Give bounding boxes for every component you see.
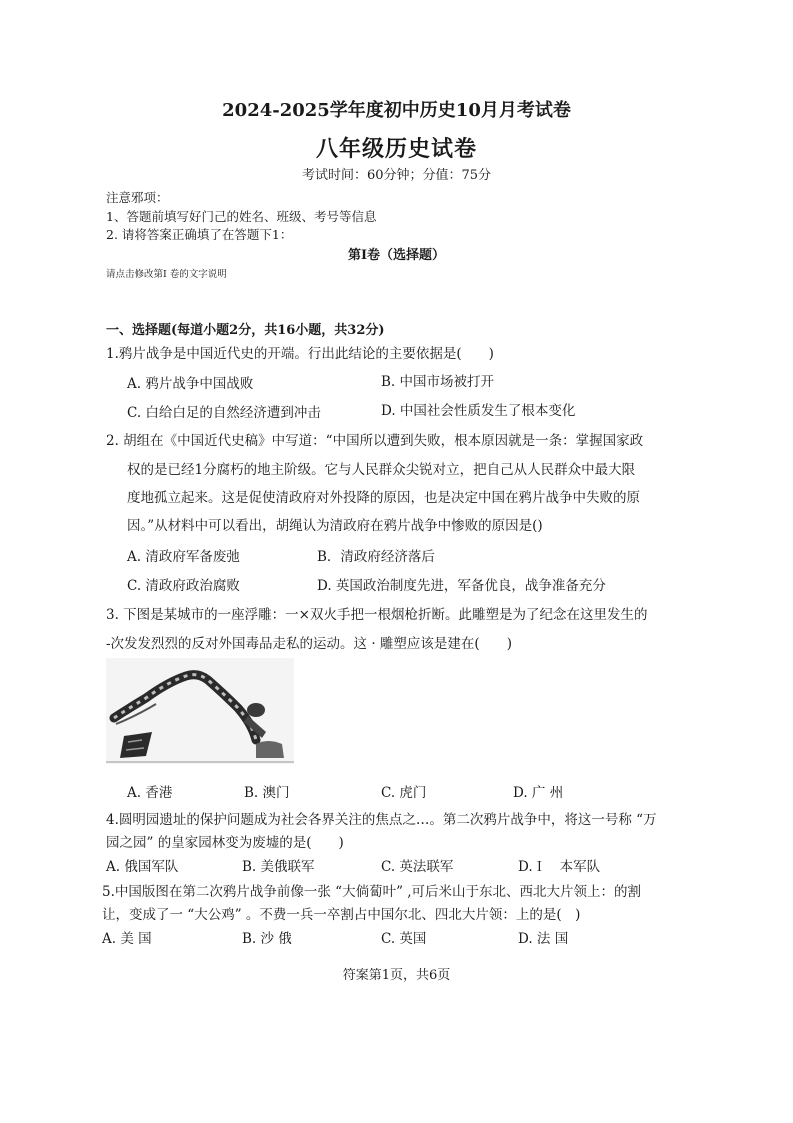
q5-option-d: D. 法 国 (518, 931, 569, 947)
q2-stem-line-4: 因。”从材料中可以看出，胡绳认为清政府在鸦片战争中惨败的原因是() (127, 518, 543, 534)
q5-stem-line-2: 让，变成了一 “大公鸡” 。不费一兵一卒割占中国尔北、四北大片领：上的是( ) (102, 907, 581, 923)
page-footer: 符案第1页，共6页 (342, 968, 451, 983)
q3-option-d: D. 广 州 (513, 785, 564, 801)
q4-option-b: B. 美俄联军 (242, 859, 315, 875)
q3-stem-line-1: 3. 下图是某城市的一座浮雕：一×双火手把一根烟枪折断。此雕塑是为了纪念在这里发生的 (106, 607, 648, 623)
q4-option-d: D.Ｉ 本军队 (518, 859, 601, 875)
q2-option-a: A. 清政府军备废弛 (127, 549, 240, 565)
part1-note: 请点击修改第I 卷的文字说明 (106, 269, 227, 280)
exam-subtitle: 八年级历史试卷 (315, 136, 477, 162)
exam-info: 考试时间：60分钟；分值：75分 (301, 168, 492, 183)
q4-stem-line-2: 园之园” 的皇家园林变为废墟的是( ) (106, 835, 344, 851)
q2-stem-line-3: 度地孤立起来。这是促使清政府对外投降的原因，也是决定中国在鸦片战争中失败的原 (127, 490, 640, 506)
notes-line-1: 1、答题前填写好门己的姓名、班级、考号等信息 (106, 209, 377, 224)
q2-option-d: D. 英国政治制度先进，军备优良，战争准备充分 (317, 578, 606, 594)
q5-option-a: A. 美 国 (102, 931, 152, 947)
notes-line-2: 2. 请将答案正确填了在答题下1： (106, 227, 293, 242)
q1-option-b: B. 中国市场被打开 (381, 374, 495, 390)
q3-option-c: C. 虎门 (381, 785, 427, 801)
q3-stem-line-2: -次发发烈烈的反对外国毒品走私的运动。这 · 雕塑应该是建在( ) (106, 636, 512, 652)
q4-option-a: A. 俄国军队 (106, 859, 179, 875)
q4-option-c: C. 英法联军 (381, 859, 454, 875)
notes-heading: 注意邪项： (106, 190, 169, 205)
q3-option-a: A. 香港 (127, 785, 173, 801)
q2-stem-line-1: 2. 胡组在《中国近代史稿》中写道：“中国所以遭到失败，根本原因就是一条：掌握国家政 (106, 433, 644, 449)
q2-option-c: C. 清政府政治腐败 (127, 578, 240, 594)
q5-option-b: B. 沙 俄 (242, 931, 292, 947)
q4-stem-line-1: 4.圆明园遗址的保护问题成为社会各界关注的焦点之…。第二次鸦片战争中，将这一号称 “万 (106, 812, 657, 828)
q1-stem: 1.鸦片战争是中国近代史的开端。行出此结论的主要依据是( ) (106, 346, 494, 362)
part1-header: 第Ⅰ卷（选择题） (347, 248, 446, 263)
q2-stem-line-2: 权的是已经1分腐朽的地主阶级。它与人民群众尖锐对立，把自己从人民群众中最大限 (127, 462, 636, 478)
exam-title: 2024-2025学年度初中历史10月月考试卷 (222, 100, 571, 121)
q3-option-b: B. 澳门 (244, 785, 290, 801)
section-title: 一、选择题(每道小题2分，共16小题，共32分) (106, 323, 385, 338)
q1-option-a: A. 鸦片战争中国战败 (127, 376, 254, 392)
q2-option-b: B．清政府经济落后 (317, 549, 435, 565)
q5-option-c: C. 英国 (381, 931, 427, 947)
sculpture-image (106, 658, 294, 764)
q1-option-d: D. 中国社会性质发生了根本变化 (381, 403, 576, 419)
q5-stem-line-1: 5.中国版图在第二次鸦片战争前像一张 “大倘蔔叶” ,可后米山于东北、西北大片领上：的割 (102, 884, 642, 900)
q1-option-c: C. 白给白足的自然经济遭到冲击 (127, 405, 321, 421)
